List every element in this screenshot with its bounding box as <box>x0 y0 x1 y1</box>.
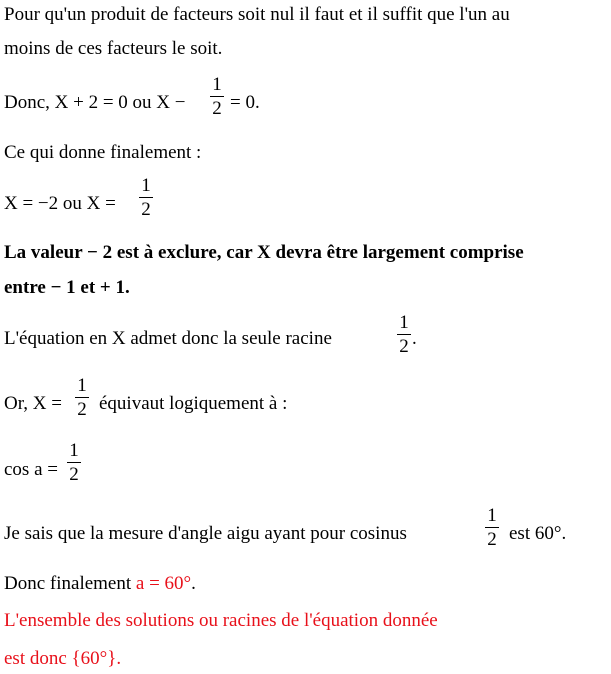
fraction-denominator: 2 <box>77 399 87 420</box>
equation-or: Or, X = <box>4 393 62 414</box>
solution-set-line2: est donc {60°}. <box>4 648 122 669</box>
fraction-one-half <box>75 376 89 420</box>
fraction-bar <box>67 462 81 463</box>
equation-donc-pre: Donc, X + 2 = 0 ou X − <box>4 92 186 113</box>
equation-or-post: équivaut logiquement à : <box>99 393 288 414</box>
fraction-one-half <box>67 441 81 485</box>
fraction-bar <box>485 527 499 528</box>
paragraph-racine-post: . <box>412 328 417 349</box>
fraction-bar <box>139 197 153 198</box>
solution-set-line1: L'ensemble des solutions ou racines de l'équation donnée <box>4 610 438 631</box>
conclusion-pre: Donc finalement <box>4 573 132 594</box>
fraction-bar <box>397 334 411 335</box>
fraction-numerator: 1 <box>212 74 222 95</box>
fraction-one-half <box>485 506 499 550</box>
fraction-numerator: 1 <box>487 505 497 526</box>
equation-solutions: X = −2 ou X = <box>4 193 116 214</box>
conclusion-post: . <box>191 573 196 594</box>
fraction-denominator: 2 <box>141 199 151 220</box>
paragraph-intro-line1: Pour qu'un produit de facteurs soit nul il faut et il suffit que l'un au <box>4 4 510 25</box>
paragraph-cosinus-post: est 60°. <box>509 523 567 544</box>
fraction-numerator: 1 <box>399 312 409 333</box>
paragraph-exclusion-line1: La valeur − 2 est à exclure, car X devra être largement comprise <box>4 242 524 263</box>
fraction-one-half <box>139 176 153 220</box>
fraction-bar <box>75 397 89 398</box>
fraction-denominator: 2 <box>487 529 497 550</box>
fraction-bar <box>210 96 224 97</box>
fraction-one-half <box>397 313 411 357</box>
fraction-denominator: 2 <box>212 98 222 119</box>
conclusion-highlight: a = 60° <box>135 573 192 594</box>
paragraph-racine: L'équation en X admet donc la seule racine <box>4 328 332 349</box>
equation-donc-post: = 0. <box>230 92 260 113</box>
fraction-numerator: 1 <box>141 175 151 196</box>
fraction-denominator: 2 <box>399 336 409 357</box>
fraction-numerator: 1 <box>69 440 79 461</box>
paragraph-exclusion-line2: entre − 1 et + 1. <box>4 277 130 298</box>
paragraph-conclusion <box>4 573 196 595</box>
fraction-one-half <box>210 75 224 119</box>
equation-donc <box>4 92 186 114</box>
paragraph-finalement: Ce qui donne finalement : <box>4 142 202 163</box>
paragraph-cosinus: Je sais que la mesure d'angle aigu ayant pour cosinus <box>4 523 407 544</box>
fraction-denominator: 2 <box>69 464 79 485</box>
paragraph-intro-line2: moins de ces facteurs le soit. <box>4 38 223 59</box>
fraction-numerator: 1 <box>77 375 87 396</box>
equation-cos: cos a = <box>4 459 58 480</box>
